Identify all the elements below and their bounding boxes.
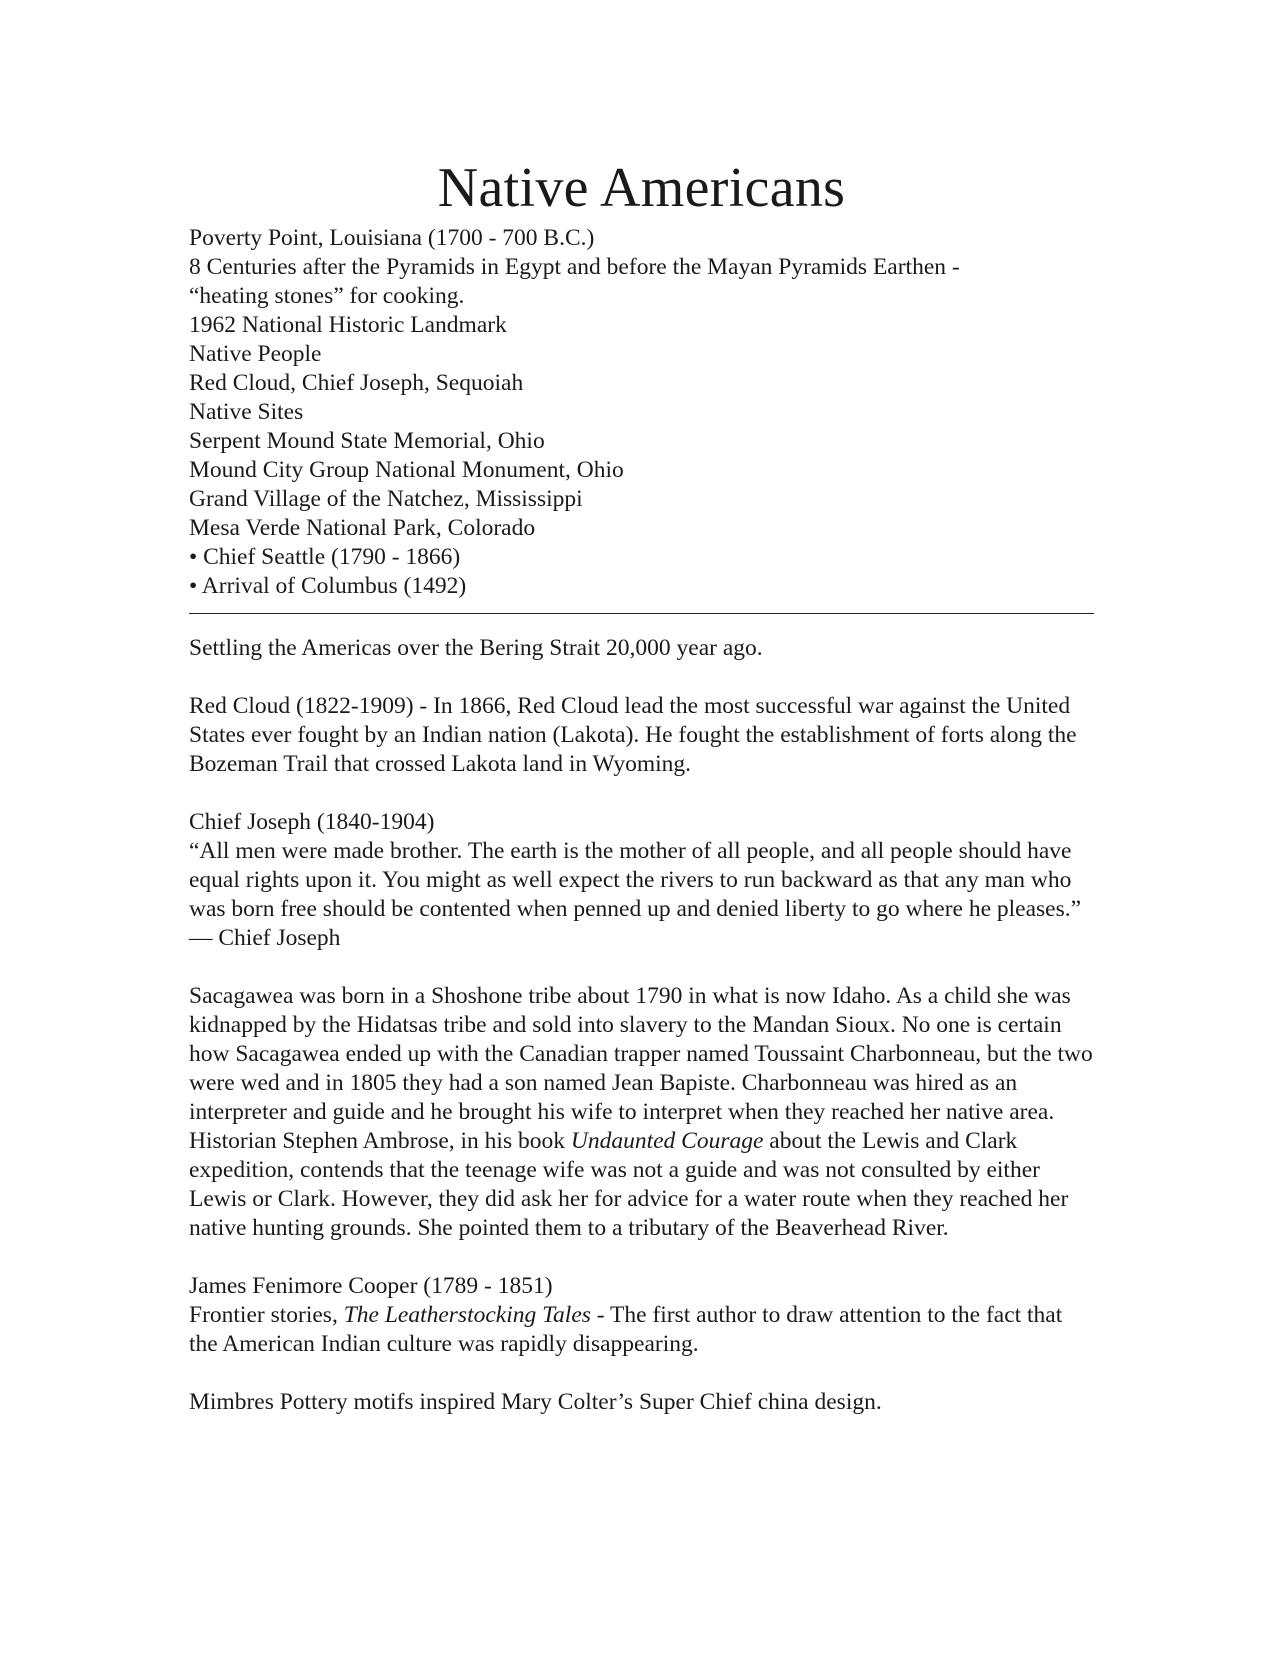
sacagawea-paragraph: [189, 982, 1094, 1243]
list-line: 1962 National Historic Landmark: [189, 312, 507, 338]
cooper-text-end: - The first author to draw attention to the fact that the American Indian culture was rapidly disappearing.: [189, 1302, 1063, 1357]
document-title: Native Americans: [437, 157, 846, 219]
list-line: Native Sites: [189, 399, 304, 425]
red-cloud-paragraph: Red Cloud (1822-1909) - In 1866, Red Cloud lead the most successful war against the United States ever fought by an Indian nation (Lakota). He fought the establishment of forts along the Bozeman Trail that crossed Lakota land in Wyoming.: [189, 693, 1077, 777]
mimbres-paragraph: Mimbres Pottery motifs inspired Mary Colter’s Super Chief china design.: [189, 1389, 882, 1415]
list-line: “heating stones” for cooking.: [189, 283, 465, 309]
horizontal-divider: [189, 613, 1094, 614]
list-line: 8 Centuries after the Pyramids in Egypt and before the Mayan Pyramids Earthen -: [189, 254, 960, 280]
list-line: • Chief Seattle (1790 - 1866): [189, 544, 461, 570]
list-line: • Arrival of Columbus (1492): [189, 573, 467, 599]
list-line: Grand Village of the Natchez, Mississippi: [189, 486, 583, 512]
chief-joseph-heading: Chief Joseph (1840-1904): [189, 809, 435, 835]
document-page: [189, 146, 1094, 1417]
bering-paragraph: Settling the Americas over the Bering Strait 20,000 year ago.: [189, 635, 763, 661]
list-line: Mound City Group National Monument, Ohio: [189, 457, 624, 483]
list-line: Native People: [189, 341, 322, 367]
cooper-text-start: Frontier stories,: [189, 1302, 344, 1328]
book-title-leatherstocking-tales: The Leatherstocking Tales: [343, 1302, 591, 1328]
book-title-undaunted-courage: Undaunted Courage: [570, 1128, 764, 1154]
cooper-paragraph: [189, 1301, 1094, 1359]
list-line: Red Cloud, Chief Joseph, Sequoiah: [189, 370, 524, 396]
list-line: Poverty Point, Louisiana (1700 - 700 B.C.): [189, 225, 595, 251]
sacagawea-text-end: about the Lewis and Clark expedition, contends that the teenage wife was not a guide and was not consulted by either Lewis or Clark. However, they did ask her for advice for a water route when they reached her native hunting grounds. She pointed them to a tributary of the Beaverhead River.: [189, 1128, 1069, 1241]
list-line: Serpent Mound State Memorial, Ohio: [189, 428, 545, 454]
intro-list: [189, 224, 1094, 601]
list-line: Mesa Verde National Park, Colorado: [189, 515, 536, 541]
sacagawea-text-start: Sacagawea was born in a Shoshone tribe about 1790 in what is now Idaho. As a child she was kidnapped by the Hidatsas tribe and sold into slavery to the Mandan Sioux. No one is certain how Sacagawea ended up with the Canadian trapper named Toussaint Charbonneau, but the two were wed and in 1805 they had a son named Jean Bapiste. Charbonneau was hired as an interpreter and guide and he brought his wife to interpret when they reached her native area. Historian Stephen Ambrose, in his book: [189, 983, 1093, 1154]
chief-joseph-quote: “All men were made brother. The earth is the mother of all people, and all people should have equal rights upon it. You might as well expect the rivers to run backward as that any man who was born free should be contented when penned up and denied liberty to go where he pleases.” — Chief Joseph: [189, 838, 1082, 951]
cooper-heading: James Fenimore Cooper (1789 - 1851): [189, 1273, 553, 1299]
